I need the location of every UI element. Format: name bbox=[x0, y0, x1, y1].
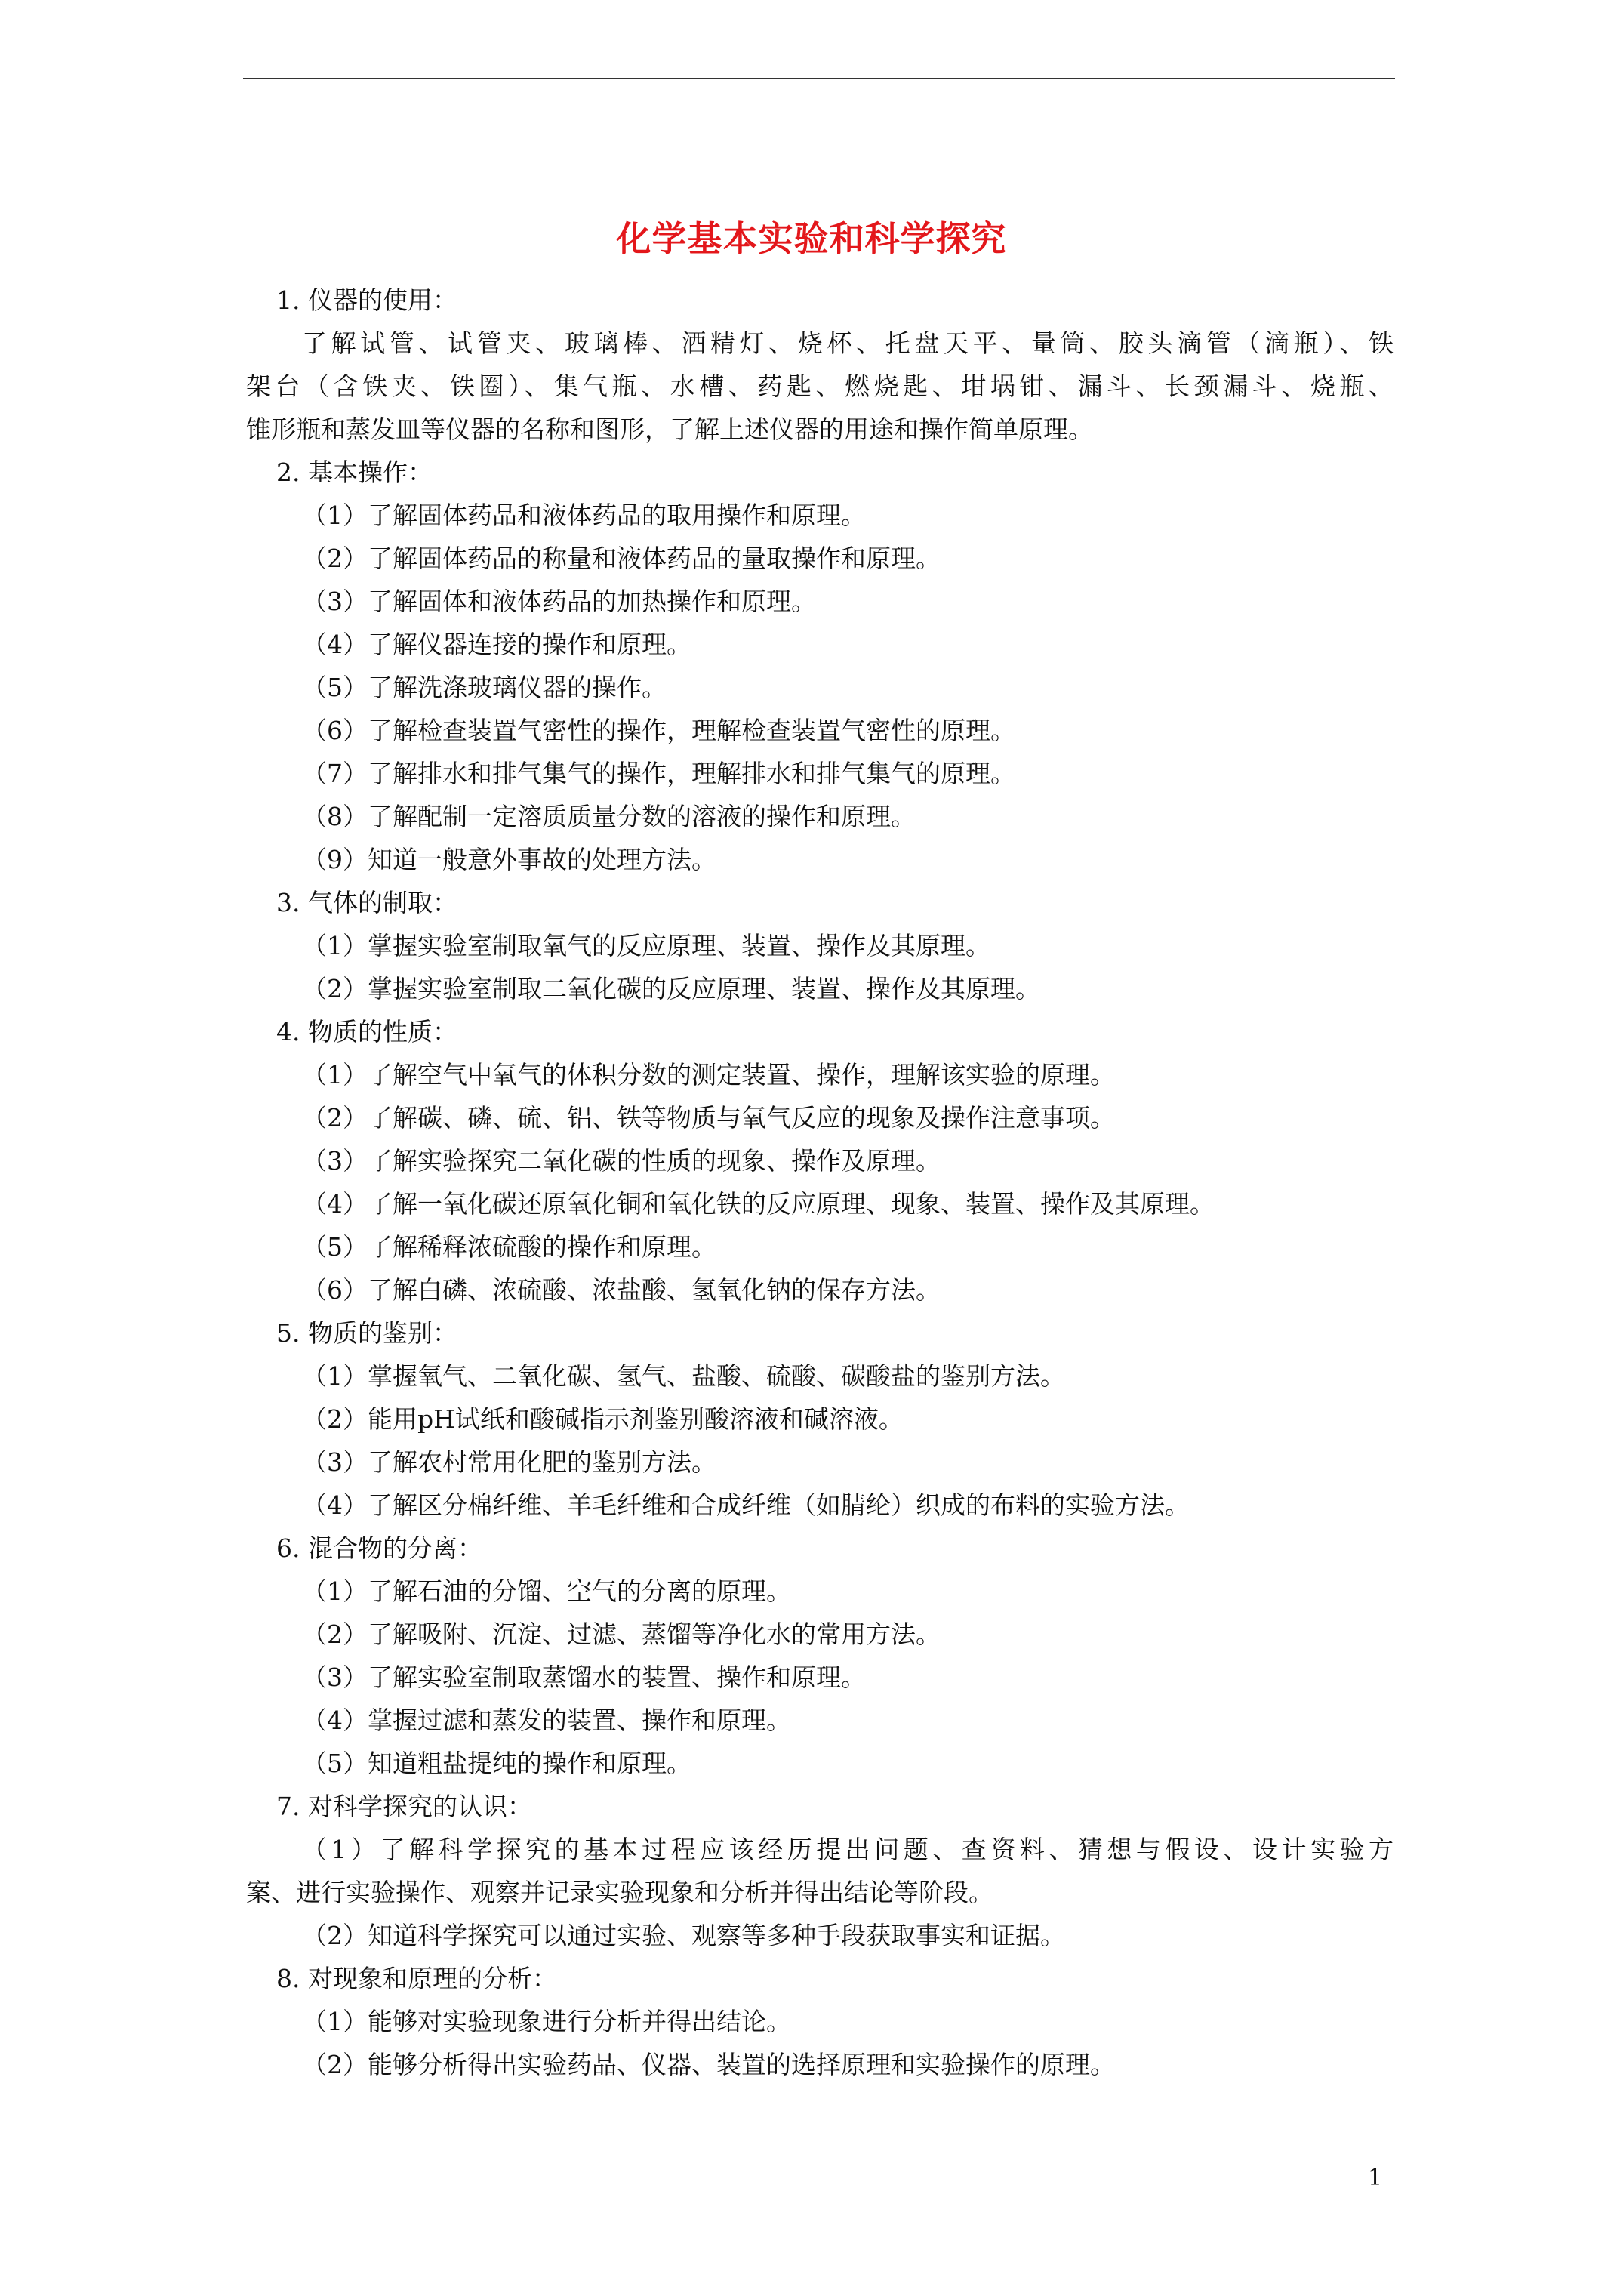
text-line: （4）掌握过滤和蒸发的装置、操作和原理。 bbox=[302, 1706, 791, 1735]
text-line: （2）了解碳、磷、硫、铝、铁等物质与氧气反应的现象及操作注意事项。 bbox=[302, 1103, 1115, 1133]
text-line: 2. 基本操作： bbox=[276, 458, 433, 487]
text-line: （2）掌握实验室制取二氧化碳的反应原理、装置、操作及其原理。 bbox=[302, 974, 1040, 1003]
text-line: （6）了解检查装置气密性的操作，理解检查装置气密性的原理。 bbox=[302, 716, 1015, 745]
text-line: （4）了解区分棉纤维、羊毛纤维和合成纤维（如腈纶）织成的布料的实验方法。 bbox=[302, 1490, 1190, 1520]
text-line: （1）能够对实验现象进行分析并得出结论。 bbox=[302, 2007, 791, 2036]
text-line: （2）能用pH试纸和酸碱指示剂鉴别酸溶液和碱溶液。 bbox=[302, 1404, 904, 1434]
text-line: （1）了解固体药品和液体药品的取用操作和原理。 bbox=[302, 501, 866, 530]
text-line: （4）了解一氧化碳还原氧化铜和氧化铁的反应原理、现象、装置、操作及其原理。 bbox=[302, 1189, 1215, 1219]
text-line: （2）了解固体药品的称量和液体药品的量取操作和原理。 bbox=[302, 544, 941, 573]
text-line: 架台（含铁夹、铁圈）、集气瓶、水槽、药匙、燃烧匙、坩埚钳、漏斗、长颈漏斗、烧瓶、 bbox=[246, 371, 1394, 401]
text-line: （3）了解固体和液体药品的加热操作和原理。 bbox=[302, 587, 816, 616]
text-line: 8. 对现象和原理的分析： bbox=[276, 1964, 557, 1993]
text-line: 7. 对科学探究的认识： bbox=[276, 1792, 532, 1821]
text-line: （4）了解仪器连接的操作和原理。 bbox=[302, 630, 691, 659]
text-line: （2）了解吸附、沉淀、过滤、蒸馏等净化水的常用方法。 bbox=[302, 1620, 941, 1649]
text-line: （5）了解稀释浓硫酸的操作和原理。 bbox=[302, 1232, 716, 1262]
text-line: （3）了解实验室制取蒸馏水的装置、操作和原理。 bbox=[302, 1663, 866, 1692]
header-rule bbox=[243, 78, 1395, 79]
text-line: （1）掌握实验室制取氧气的反应原理、装置、操作及其原理。 bbox=[302, 931, 990, 960]
text-line: （3）了解农村常用化肥的鉴别方法。 bbox=[302, 1447, 716, 1477]
document-title: 化学基本实验和科学探究 bbox=[616, 218, 1007, 259]
text-line: 了解试管、试管夹、玻璃棒、酒精灯、烧杯、托盘天平、量筒、胶头滴管（滴瓶）、铁 bbox=[302, 328, 1394, 358]
text-line: 锥形瓶和蒸发皿等仪器的名称和图形，了解上述仪器的用途和操作简单原理。 bbox=[246, 415, 1093, 444]
text-line: 1. 仪器的使用： bbox=[276, 285, 457, 315]
text-line: （6）了解白磷、浓硫酸、浓盐酸、氢氧化钠的保存方法。 bbox=[302, 1275, 941, 1305]
text-line: （7）了解排水和排气集气的操作，理解排水和排气集气的原理。 bbox=[302, 759, 1015, 788]
text-line: （2）知道科学探究可以通过实验、观察等多种手段获取事实和证据。 bbox=[302, 1921, 1065, 1950]
text-line: （3）了解实验探究二氧化碳的性质的现象、操作及原理。 bbox=[302, 1146, 941, 1176]
text-line: 6. 混合物的分离： bbox=[276, 1533, 482, 1563]
text-line: （8）了解配制一定溶质质量分数的溶液的操作和原理。 bbox=[302, 802, 916, 831]
text-line: （1）了解空气中氧气的体积分数的测定装置、操作，理解该实验的原理。 bbox=[302, 1060, 1115, 1089]
text-line: （1）了解科学探究的基本过程应该经历提出问题、查资料、猜想与假设、设计实验方 bbox=[302, 1835, 1394, 1864]
text-line: （9）知道一般意外事故的处理方法。 bbox=[302, 845, 716, 874]
text-line: （1）了解石油的分馏、空气的分离的原理。 bbox=[302, 1576, 791, 1606]
text-line: （1）掌握氧气、二氧化碳、氢气、盐酸、硫酸、碳酸盐的鉴别方法。 bbox=[302, 1361, 1065, 1391]
text-line: （2）能够分析得出实验药品、仪器、装置的选择原理和实验操作的原理。 bbox=[302, 2050, 1115, 2079]
text-line: 3. 气体的制取： bbox=[276, 888, 457, 917]
text-line: （5）知道粗盐提纯的操作和原理。 bbox=[302, 1749, 691, 1778]
page-number: 1 bbox=[1368, 2165, 1383, 2191]
text-line: 5. 物质的鉴别： bbox=[276, 1318, 457, 1348]
text-line: 4. 物质的性质： bbox=[276, 1017, 457, 1046]
text-line: 案、进行实验操作、观察并记录实验现象和分析并得出结论等阶段。 bbox=[246, 1878, 993, 1907]
text-line: （5）了解洗涤玻璃仪器的操作。 bbox=[302, 673, 667, 702]
